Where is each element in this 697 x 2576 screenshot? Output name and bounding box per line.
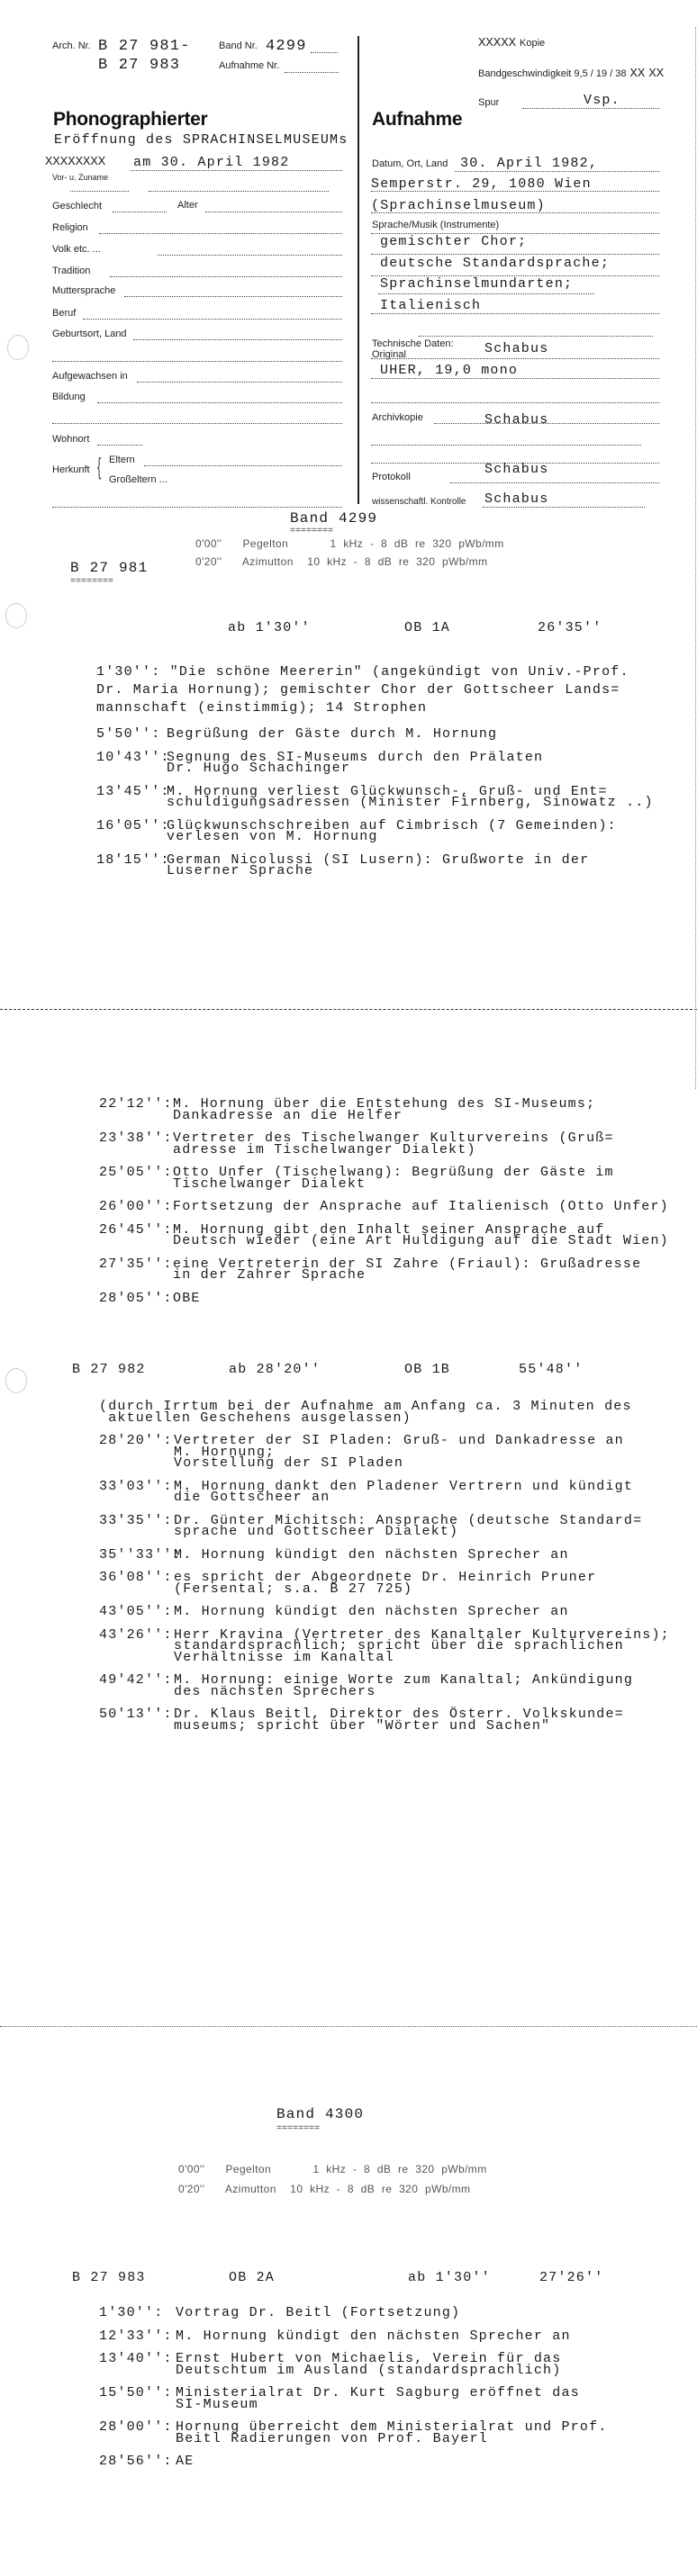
- kontrolle-label: wissenschaftl. Kontrolle: [372, 497, 466, 507]
- entry-text: Herr Kravina (Vertreter des Kanaltaler Kulturvereins);: [174, 1626, 670, 1643]
- log-section: [99, 1401, 670, 1732]
- tradition-label: Tradition: [52, 266, 91, 276]
- tone-row: 0'20'' Azimutton 10 kHz - 8 dB re 320 pWb/mm: [195, 555, 488, 568]
- aufnahme-nr-label: Aufnahme Nr.: [219, 60, 280, 71]
- name-value: am 30. April 1982: [133, 155, 290, 170]
- punch-hole-mark: [5, 1368, 27, 1393]
- log-entry: [96, 749, 654, 776]
- entry-text: Dankadresse an die Helfer: [173, 1107, 403, 1123]
- log-entry-line: [99, 1546, 670, 1563]
- geburtsort-label: Geburtsort, Land: [52, 329, 127, 339]
- section-header-field: 27'26'': [539, 2270, 604, 2285]
- entry-text: aktuellen Geschehens ausgelassen): [99, 1410, 412, 1426]
- log-entry-line: [96, 863, 654, 878]
- log-entry: [99, 1572, 670, 1595]
- log-entry-line: [96, 763, 654, 775]
- log-entry-line: [96, 726, 654, 742]
- entry-text: (durch Irrtum bei der Aufnahme am Anfang ca. 3 Minuten des: [99, 1399, 632, 1414]
- volk-label: Volk etc. ...: [52, 244, 101, 255]
- log-entry-line: [99, 1604, 670, 1619]
- log-entry-line: [99, 1717, 670, 1734]
- entry-text: AE: [176, 2454, 195, 2469]
- log-entry: [99, 1290, 669, 1306]
- entry-text: Verhältnisse im Kanaltal: [174, 1649, 394, 1665]
- log-entry: [99, 2351, 607, 2378]
- entry-text: M. Hornung kündigt den nächsten Sprecher an: [176, 2328, 571, 2344]
- kontrolle-value: Schabus: [484, 491, 549, 507]
- timestamp: 35''33'':: [99, 1546, 182, 1563]
- beruf-label: Beruf: [52, 308, 77, 319]
- entry-text: Dr. Klaus Beitl, Direktor des Österr. Volkskunde=: [174, 1707, 624, 1722]
- entry-text: M. Hornung über die Entstehung des SI-Museums;: [173, 1096, 596, 1112]
- entry-text: Vorstellung der SI Pladen: [174, 1455, 404, 1471]
- log-entry: [99, 2456, 607, 2468]
- log-entry: [99, 1478, 670, 1505]
- log-entry-line: [99, 1175, 669, 1192]
- herkunft-brace: {: [97, 453, 102, 480]
- grosseltern-label: Großeltern ...: [109, 474, 167, 485]
- entry-text: German Nicolussi (SI Lusern): Grußworte in der: [167, 851, 590, 868]
- entry-text: des nächsten Sprechers: [174, 1683, 376, 1699]
- band-title: Band 4300: [276, 2106, 365, 2122]
- scan-edge: [695, 27, 696, 1089]
- timestamp: 36'08'':: [99, 1570, 173, 1585]
- archive-number: B 27 981: [70, 560, 149, 576]
- entry-text: Luserner Sprache: [167, 863, 314, 878]
- log-section: [99, 2305, 608, 2469]
- protokoll-label: Protokoll: [372, 472, 411, 482]
- entry-text: SI-Museum: [176, 2396, 258, 2412]
- entry-text: M. Hornung kündigt den nächsten Sprecher an: [174, 1604, 569, 1619]
- band-nr-value: 4299: [266, 38, 307, 55]
- right-title: Aufnahme: [372, 109, 463, 130]
- band-nr-label: Band Nr.: [219, 41, 258, 51]
- entry-text: 1'30'': "Die schöne Meererin" (angekündigt von Univ.-Prof.: [96, 664, 629, 680]
- punch-hole-mark: [5, 603, 27, 628]
- log-entry-line: [99, 1683, 670, 1699]
- archivkopie-label: Archivkopie: [372, 412, 423, 423]
- sprache-label: Sprache/Musik (Instrumente): [372, 220, 500, 230]
- log-entry-line: [99, 2396, 607, 2412]
- log-entry-line: [99, 1107, 669, 1123]
- spur-label: Spur: [478, 97, 500, 108]
- band-title-underline: ========: [290, 527, 334, 536]
- section-header-field: 26'35'': [538, 620, 602, 635]
- sprache-value: Italienisch: [380, 298, 482, 313]
- entry-text: Fortsetzung der Ansprache auf Italienisch (Otto Unfer): [173, 1199, 669, 1214]
- kopie-strikeout: XXXXX: [478, 36, 517, 50]
- herkunft-label: Herkunft: [52, 464, 90, 475]
- section-header-field: OB 1A: [404, 620, 451, 635]
- entry-text: Ernst Hubert von Michaelis, Verein für das: [176, 2351, 562, 2366]
- tech-value: UHER, 19,0 mono: [380, 363, 519, 378]
- log-entry-line: [99, 2362, 607, 2378]
- entry-text: mannschaft (einstimmig); 14 Strophen: [96, 700, 428, 716]
- log-entry: [96, 817, 654, 844]
- timestamp: 28'00'':: [99, 2419, 173, 2435]
- speed-label: Bandgeschwindigkeit 9,5 / 19 / 38: [478, 68, 627, 79]
- log-entry: [99, 1604, 670, 1619]
- speed-field: [478, 67, 664, 81]
- datum-label: Datum, Ort, Land: [372, 158, 448, 169]
- entry-text: Dr. Hugo Schachinger: [167, 761, 351, 776]
- entry-text: es spricht der Abgeordnete Dr. Heinrich Pruner: [174, 1570, 597, 1585]
- log-entry: [99, 1709, 670, 1732]
- log-entry: [99, 1512, 670, 1539]
- log-entry-line: [99, 2305, 607, 2320]
- timestamp: 26'45'':: [99, 1221, 173, 1238]
- section-header-field: ab 28'20'': [229, 1362, 321, 1377]
- entry-text: verlesen von M. Hornung: [167, 829, 378, 844]
- sprache-value: Sprachinselmundarten;: [380, 276, 574, 292]
- log-entry-line: [96, 829, 654, 844]
- bildung-label: Bildung: [52, 392, 86, 402]
- arch-nr-value: B 27 983: [98, 57, 181, 74]
- timestamp: 23'38'':: [99, 1130, 173, 1146]
- entry-text: Deutsch wieder (eine Art Huldigung auf die Stadt Wien): [173, 1233, 669, 1248]
- band-title-underline: ========: [276, 2124, 321, 2134]
- timestamp: 13'45'':: [96, 783, 170, 799]
- timestamp: 15'50'':: [99, 2385, 173, 2400]
- page-break: [0, 2026, 697, 2027]
- log-entry: [99, 1626, 670, 1665]
- archivkopie-value: Schabus: [484, 412, 549, 428]
- entry-text: Beitl Radierungen von Prof. Bayerl: [176, 2430, 488, 2446]
- log-entry-line: [99, 1581, 670, 1597]
- kopie-label: Kopie: [520, 38, 546, 49]
- timestamp: 43'26'':: [99, 1626, 173, 1643]
- entry-text: museums; spricht über "Wörter und Sachen": [174, 1717, 551, 1734]
- timestamp: 50'13'':: [99, 1707, 173, 1722]
- log-entry-line: [99, 1199, 669, 1214]
- sprache-value: gemischter Chor;: [380, 234, 528, 249]
- datum-value: (Sprachinselmuseum): [371, 198, 546, 213]
- left-title-value: Eröffnung des SPRACHINSELMUSEUMs: [54, 132, 348, 148]
- log-entry: [99, 1546, 670, 1563]
- entry-text: M. Hornung gibt den Inhalt seiner Ansprache auf: [173, 1221, 605, 1238]
- log-entry: [96, 663, 654, 717]
- entry-text: M. Hornung: einige Worte zum Kanaltal; Ankündigung: [174, 1672, 634, 1688]
- section-header-field: ab 1'30'': [228, 620, 311, 635]
- log-entry-line: [96, 681, 654, 699]
- original-value: Schabus: [484, 341, 549, 356]
- archive-number-underline: ========: [70, 577, 114, 587]
- entry-text: OBE: [173, 1290, 201, 1306]
- eltern-label: Eltern: [109, 455, 135, 465]
- entry-text: eine Vertreterin der SI Zahre (Friaul): Grußadresse: [173, 1256, 642, 1272]
- log-entry: [96, 851, 654, 878]
- section-header-field: B 27 982: [72, 1362, 146, 1377]
- entry-text: Otto Unfer (Tischelwang): Begrüßung der Gäste im: [173, 1165, 614, 1180]
- tech-label: Technische Daten:: [372, 338, 454, 349]
- entry-text: (Fersental; s.a. B 27 725): [174, 1581, 413, 1597]
- log-entry: [96, 726, 654, 742]
- log-entry-line: [99, 2456, 607, 2468]
- log-entry: [99, 1672, 670, 1699]
- datum-value: Semperstr. 29, 1080 Wien: [371, 176, 592, 192]
- timestamp: 33'35'':: [99, 1512, 173, 1528]
- log-entry: [99, 1433, 670, 1471]
- timestamp: 27'35'':: [99, 1256, 173, 1272]
- log-entry-line: [99, 1410, 670, 1426]
- log-entry: [99, 1167, 669, 1190]
- timestamp: 25'05'':: [99, 1165, 173, 1180]
- log-entry-line: [99, 1492, 670, 1504]
- log-entry-line: [99, 1267, 669, 1283]
- spur-value: Vsp.: [584, 93, 620, 108]
- religion-label: Religion: [52, 222, 88, 233]
- log-entry: [99, 2305, 607, 2320]
- tone-row: 0'20'' Azimutton 10 kHz - 8 dB re 320 pWb/mm: [178, 2183, 471, 2195]
- log-entry: [99, 1401, 670, 1424]
- section-header-field: OB 1B: [404, 1362, 451, 1377]
- name-label: Vor- u. Zuname: [52, 173, 109, 182]
- entry-text: M. Hornung;: [174, 1444, 276, 1460]
- log-entry: [99, 1199, 669, 1214]
- tone-row: 0'00'' Pegelton 1 kHz - 8 dB re 320 pWb/mm: [178, 2163, 487, 2175]
- entry-text: Dr. Günter Michitsch: Ansprache (deutsche Standard=: [174, 1512, 643, 1528]
- punch-hole-mark: [7, 335, 29, 360]
- entry-text: Hornung überreicht dem Ministerialrat und Prof.: [176, 2419, 608, 2435]
- timestamp: 22'12'':: [99, 1096, 173, 1112]
- entry-text: Glückwunschschreiben auf Cimbrisch (7 Gemeinden):: [167, 817, 617, 833]
- log-entry-line: [96, 699, 654, 717]
- protokoll-value: Schabus: [484, 462, 549, 477]
- original-label: Original: [372, 349, 406, 360]
- entry-text: Vortrag Dr. Beitl (Fortsetzung): [176, 2305, 461, 2320]
- section-header-field: 55'48'': [519, 1362, 584, 1377]
- tone-row: 0'00'' Pegelton 1 kHz - 8 dB re 320 pWb/mm: [195, 537, 504, 550]
- speed-strikeout: XX: [629, 67, 646, 81]
- arch-nr-value: B 27 981-: [98, 38, 191, 55]
- log-section: [99, 1096, 669, 1306]
- entry-text: Dr. Maria Hornung); gemischter Chor der Gottscheer Lands=: [96, 682, 620, 698]
- log-entry: [99, 2328, 607, 2344]
- timestamp: 43'05'':: [99, 1604, 173, 1619]
- entry-text: Segnung des SI-Museums durch den Prälaten: [167, 749, 544, 765]
- name-strikeout: XXXXXXXX: [45, 155, 106, 169]
- datum-value: 30. April 1982,: [460, 156, 599, 171]
- log-entry-line: [99, 1141, 669, 1157]
- log-section: [96, 663, 654, 878]
- log-entry: [99, 2419, 608, 2446]
- log-entry: [99, 1221, 669, 1248]
- entry-text: Tischelwanger Dialekt: [173, 1175, 367, 1192]
- timestamp: 28'20'':: [99, 1433, 173, 1448]
- timestamp: 16'05'':: [96, 817, 170, 833]
- section-header-field: B 27 983: [72, 2270, 146, 2285]
- entry-text: M. Hornung kündigt den nächsten Sprecher an: [174, 1546, 569, 1563]
- section-header-field: OB 2A: [229, 2270, 276, 2285]
- entry-text: die Gottscheer an: [174, 1490, 330, 1505]
- log-entry-line: [96, 797, 654, 809]
- entry-text: Vertreter der SI Pladen: Gruß- und Dankadresse an: [174, 1433, 624, 1448]
- log-entry: [99, 1096, 669, 1123]
- timestamp: 26'00'':: [99, 1199, 173, 1214]
- log-entry-line: [99, 1455, 670, 1471]
- log-entry-line: [99, 1233, 669, 1248]
- band-title: Band 4299: [290, 510, 378, 527]
- entry-text: Ministerialrat Dr. Kurt Sagburg eröffnet das: [176, 2385, 580, 2400]
- entry-text: schuldigungsadressen (Minister Firnberg, Sinowatz ..): [167, 795, 654, 810]
- log-entry-line: [99, 1290, 669, 1306]
- log-entry-line: [99, 2430, 607, 2446]
- entry-text: Vertreter des Tischelwanger Kulturvereins (Gruß=: [173, 1130, 614, 1146]
- entry-text: M. Hornung dankt den Pladener Vertrern und kündigt: [174, 1478, 634, 1494]
- entry-text: Deutschtum im Ausland (standardsprachlich): [176, 2362, 562, 2378]
- page-break: [0, 1009, 697, 1010]
- log-entry-line: [96, 663, 654, 681]
- timestamp: 5'50'':: [96, 726, 161, 742]
- geschlecht-label: Geschlecht: [52, 201, 103, 212]
- sprache-value: deutsche Standardsprache;: [380, 256, 611, 271]
- alter-label: Alter: [177, 200, 198, 211]
- timestamp: 1'30'':: [99, 2305, 164, 2320]
- log-entry: [96, 783, 654, 810]
- section-header-field: ab 1'30'': [408, 2270, 491, 2285]
- timestamp: 13'40'':: [99, 2351, 173, 2366]
- log-entry: [99, 1130, 669, 1157]
- muttersprache-label: Muttersprache: [52, 285, 116, 296]
- timestamp: 10'43'':: [96, 749, 170, 765]
- timestamp: 18'15'':: [96, 851, 170, 868]
- log-entry: [99, 2385, 607, 2412]
- entry-text: M. Hornung verliest Glückwunsch-, Gruß- und Ent=: [167, 783, 608, 799]
- wohnort-label: Wohnort: [52, 434, 90, 445]
- log-entry-line: [99, 1649, 670, 1665]
- timestamp: 12'33'':: [99, 2328, 173, 2344]
- timestamp: 28'56'':: [99, 2454, 173, 2469]
- left-title: Phonographierter: [53, 109, 208, 130]
- speed-strikeout: XX: [648, 67, 665, 81]
- aufgewachsen-label: Aufgewachsen in: [52, 371, 128, 382]
- entry-text: Begrüßung der Gäste durch M. Hornung: [167, 726, 498, 742]
- timestamp: 33'03'':: [99, 1478, 173, 1494]
- entry-text: sprache und Gottscheer Dialekt): [174, 1524, 459, 1539]
- log-entry-line: [99, 2328, 607, 2344]
- kopie-field: [478, 36, 545, 50]
- arch-nr-label: Arch. Nr.: [52, 41, 91, 51]
- timestamp: 28'05'':: [99, 1290, 173, 1306]
- timestamp: 49'42'':: [99, 1672, 173, 1688]
- log-entry: [99, 1256, 669, 1283]
- log-entry-line: [99, 1524, 670, 1539]
- entry-text: in der Zahrer Sprache: [173, 1267, 367, 1283]
- entry-text: standardsprachlich; spricht über die sprachlichen: [174, 1638, 624, 1653]
- form-divider: [358, 36, 359, 504]
- entry-text: adresse im Tischelwanger Dialekt): [173, 1141, 476, 1157]
